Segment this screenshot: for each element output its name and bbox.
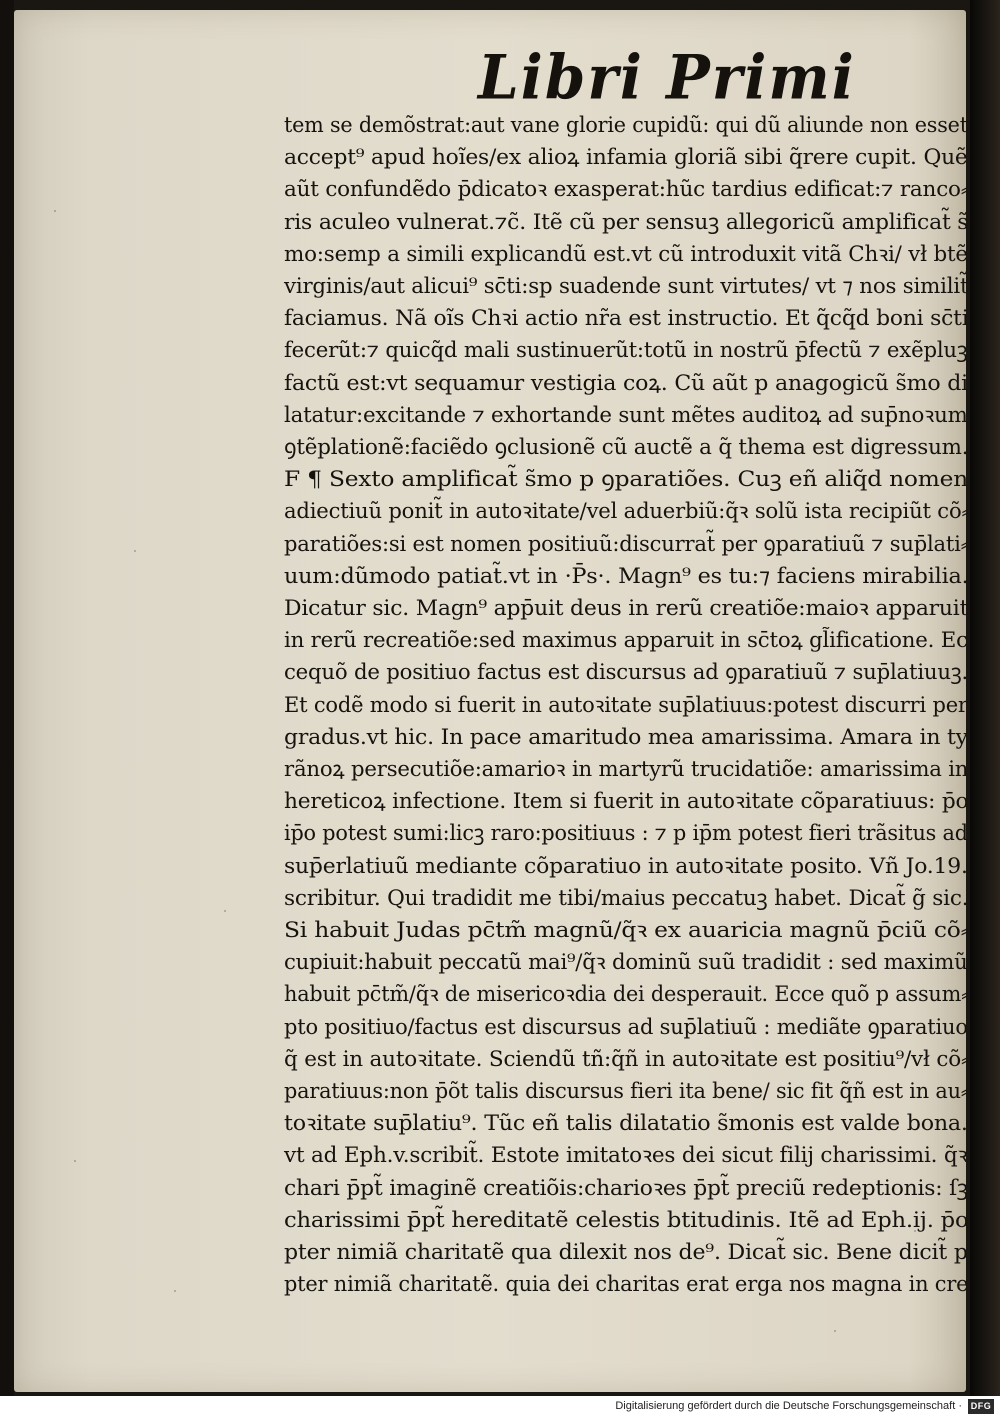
text-line: uum:dũmodo patiat̃.vt in ·P̄s·. Magn⁹ es tu:⁊ faciens mirabilia. [284, 563, 969, 588]
text-line: faciamus. Nã oĩs Chꝛi actio nr̃a est instructio. Et q̃cq̃d boni sc̄ti [284, 306, 969, 331]
body-text [284, 110, 984, 1297]
text-line: Si habuit Judas pc̄tm̃ magnũ/q̃ꝛ ex auaricia magnũ p̄ciũ cõ⸗ [284, 918, 969, 942]
text-line: sup̄erlatiuũ mediante cõparatiuo in autoꝛitate posito. Vñ Jo.19. [284, 853, 968, 878]
text-line: paratiuus:non p̄õt talis discursus fieri ita bene/ sic fit q̃ñ est in au⸗ [284, 1079, 968, 1103]
text-line: pter nimiã charitatẽ qua dilexit nos de⁹. Dicat̃ sic. Bene dicit̃ p [284, 1240, 968, 1264]
text-line: Et codẽ modo si fuerit in autoꝛitate sup̄latiuus:potest discurri per [284, 692, 968, 717]
text-line: Dicatur sic. Magn⁹ app̄uit deus in rerũ creatiõe:maioꝛ apparuit [284, 596, 969, 620]
text-line: cequõ de positiuo factus est discursus ad ꝯparatiuũ ⁊ sup̄latiuuꝫ. [284, 660, 969, 685]
left-gutter [0, 0, 14, 1396]
text-line: factũ est:vt sequamur vestigia coꝝ. Cũ aũt p anagogicũ s̃mo di [284, 370, 969, 395]
text-line: vt ad Eph.v.scribit̃. Estote imitatoꝛes dei sicut filij charissimi. q̃ꝛ [284, 1143, 968, 1168]
text-line: aũt confundẽdo p̄dicatoꝛ exasperat:hũc tardius edificat:⁊ ranco⸗ [284, 177, 968, 202]
text-line: hereticoꝝ infectione. Item si fuerit in autoꝛitate cõparatiuus: p̄o [284, 789, 969, 814]
text-line: ip̄o potest sumi:licꝫ raro:positiuus : ⁊ p ip̄m potest fieri trãsitus ad [284, 821, 968, 846]
text-line: chari p̄pt̃ imaginẽ creatiõis:charioꝛes p̄pt̃ preciũ redeptionis: ſꝫ [284, 1175, 968, 1200]
text-line: mo:semp a simili explicandũ est.vt cũ introduxit vitã Chꝛi/ vł btẽ [284, 241, 968, 266]
text-line: gradus.vt hic. In pace amaritudo mea amarissima. Amara in ty [284, 724, 968, 749]
text-line: charissimi p̄pt̃ hereditatẽ celestis btitudinis. Itẽ ad Eph.ij. p̄o [284, 1207, 969, 1232]
text-line: pter nimiã charitatẽ. quia dei charitas erat erga nos magna in cre [284, 1272, 969, 1297]
text-line: virginis/aut alicui⁹ sc̄ti:sp suadende sunt virtutes/ vt ⁊ nos similit̃ [284, 274, 969, 298]
text-line: adiectiuũ ponit̃ in autoꝛitate/vel aduerbiũ:q̃ꝛ solũ ista recipiũt cõ⸗ [284, 499, 969, 524]
text-line: F ¶ Sexto amplificat̃ s̃mo p ꝯparatiões. Cuꝫ eñ aliq̃d nomen [284, 467, 969, 492]
text-line: latatur:excitande ⁊ exhortande sunt mẽtes auditoꝝ ad sup̄noꝛum [284, 402, 968, 427]
funding-credit: Digitalisierung gefördert durch die Deutsche Forschungsgemeinschaft · [615, 1400, 962, 1412]
text-line: scribitur. Qui tradidit me tibi/maius peccatuꝫ habet. Dicat̃ g̃ sic. [284, 885, 969, 910]
text-line: paratiões:si est nomen positiuũ:discurrat̃ per ꝯparatiuũ ⁊ sup̄lati⸗ [284, 531, 968, 556]
text-line: q̃ est in autoꝛitate. Sciendũ tñ:q̃ñ in autoꝛitate est positiu⁹/vł cõ⸗ [284, 1046, 968, 1071]
text-line: ris aculeo vulnerat.⁊c̃. Itẽ cũ per sensuꝫ allegoricũ amplificat̃ s̃ [284, 209, 969, 234]
running-head: Libri Primi [478, 42, 856, 114]
text-line: in rerũ recreatiõe:sed maximus apparuit in sc̄toꝝ gl̃ificatione. Ec [284, 628, 968, 653]
text-line: cupiuit:habuit peccatũ mai⁹/q̃ꝛ dominũ suũ tradidit : sed maximũ [284, 950, 968, 975]
text-line: accept⁹ apud hoĩes/ex alioꝝ infamia gloriã sibi q̃rere cupit. Quẽ [284, 145, 968, 170]
text-line: pto positiuo/factus est discursus ad sup̄latiuũ : mediãte ꝯparatiuo [284, 1014, 968, 1039]
text-line: toꝛitate sup̄latiu⁹. Tũc eñ talis dilatatio s̃monis est valde bona. [284, 1111, 968, 1136]
text-line: rãnoꝝ persecutiõe:amarioꝛ in martyrũ trucidatiõe: amarissima in [284, 757, 969, 781]
text-line: ꝯtẽplationẽ:faciẽdo ꝯclusionẽ cũ auctẽ a q̃ thema est digressum. [284, 435, 969, 459]
footer-bar [0, 1396, 1000, 1418]
text-line: habuit pc̄tm̃/q̃ꝛ de misericoꝛdia dei desperauit. Ecce quõ p assum⸗ [284, 982, 968, 1007]
dfg-logo-icon: DFG [968, 1399, 994, 1414]
text-line: fecerũt:⁊ quicq̃d mali sustinuerũt:totũ in nostrũ p̄fectũ ⁊ exẽpluꝫ [284, 338, 968, 363]
text-line: tem se demõstrat:aut vane glorie cupidũ: qui dũ aliunde non esset [284, 113, 968, 137]
